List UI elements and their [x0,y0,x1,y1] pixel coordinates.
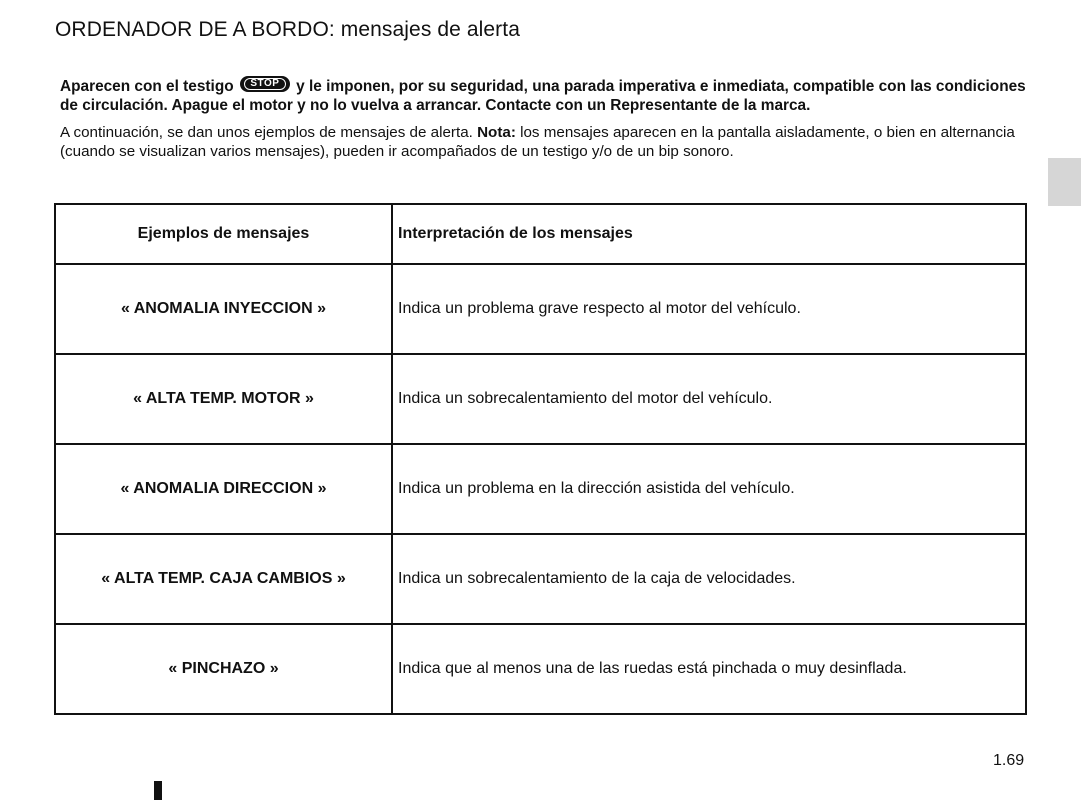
page-title: ORDENADOR DE A BORDO: mensajes de alerta [55,18,520,41]
message-cell: « ANOMALIA DIRECCION » [55,444,392,534]
table-row [55,444,1026,534]
table-row [55,264,1026,354]
message-cell: « ALTA TEMP. CAJA CAMBIOS » [55,534,392,624]
info-paragraph [60,123,1035,161]
interpretation-cell: Indica un problema en la dirección asistida del vehículo. [392,444,1026,534]
header-examples: Ejemplos de mensajes [55,204,392,264]
message-cell: « PINCHAZO » [55,624,392,714]
note-label: Nota: [477,124,516,141]
stop-warning-icon [240,76,290,92]
message-cell: « ALTA TEMP. MOTOR » [55,354,392,444]
header-interpretation: Interpretación de los mensajes [392,204,1026,264]
page-number: 1.69 [993,752,1025,769]
table-header-row [55,204,1026,264]
warning-paragraph [60,76,1035,115]
interpretation-cell: Indica un problema grave respecto al motor del vehículo. [392,264,1026,354]
table-row [55,534,1026,624]
message-cell: « ANOMALIA INYECCION » [55,264,392,354]
warning-text-end: y le imponen, por su seguridad, una parada imperativa e inmediata, compatible con las condiciones de circulación. Apague el motor y no lo vuelva a arrancar. Contacte con un Representante de la marca. [60,78,1026,114]
warning-text-start: Aparecen con el testigo [60,78,234,95]
info-text-start: A continuación, se dan unos ejemplos de mensajes de alerta. [60,124,478,141]
stop-icon-label: STOP [244,78,286,90]
info-text-end: los mensajes aparecen en la pantalla aisladamente, o bien en alternancia (cuando se visualizan varios mensajes), pueden ir acompañados de un testigo y/o de un bip sonoro. [60,124,1015,160]
interpretation-cell: Indica un sobrecalentamiento de la caja de velocidades. [392,534,1026,624]
crop-mark [154,781,162,800]
table-row [55,354,1026,444]
table-row [55,624,1026,714]
interpretation-cell: Indica un sobrecalentamiento del motor del vehículo. [392,354,1026,444]
section-side-tab [1048,158,1081,206]
interpretation-cell: Indica que al menos una de las ruedas está pinchada o muy desinflada. [392,624,1026,714]
alert-messages-table [54,203,1027,715]
